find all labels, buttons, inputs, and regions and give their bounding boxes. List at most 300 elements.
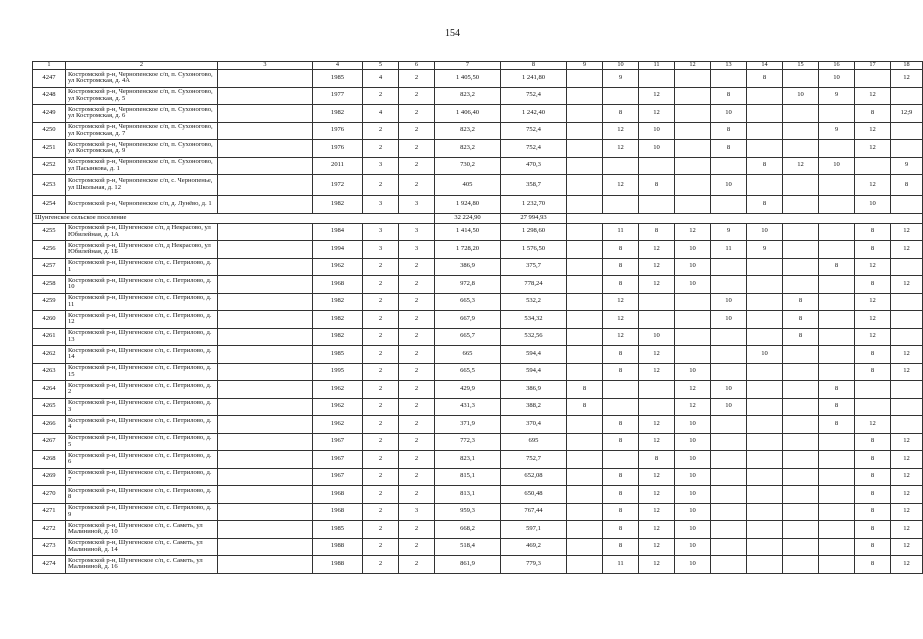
cell-col-5: 2 — [363, 503, 399, 521]
cell-col-12 — [675, 293, 711, 311]
cell-col-9 — [567, 87, 603, 105]
cell-col-5: 2 — [363, 346, 399, 364]
cell-col-12: 10 — [675, 468, 711, 486]
cell-col-13: 11 — [711, 241, 747, 259]
cell-col-5: 2 — [363, 451, 399, 469]
cell-col-12 — [675, 328, 711, 346]
cell-address: Костромской р-н, Шунгенское с/п, с. Петрилово, д. 1 — [66, 258, 218, 276]
cell-record-number: 4272 — [33, 521, 66, 539]
table-row — [33, 363, 923, 381]
cell-col-14: 8 — [747, 157, 783, 175]
cell-col-15 — [783, 363, 819, 381]
cell-address: Костромской р-н, Шунгенское с/п, д Некрасово, ул Юбилейная, д. 1А — [66, 223, 218, 241]
cell-living-area: 1 298,60 — [501, 223, 567, 241]
cell-total-area: 823,1 — [435, 451, 501, 469]
cell-col-15: 10 — [783, 87, 819, 105]
cell-col-5: 2 — [363, 398, 399, 416]
cell-col-3 — [218, 556, 313, 574]
cell-col-10: 8 — [603, 363, 639, 381]
cell-col-6: 2 — [399, 433, 435, 451]
cell-col-16 — [819, 468, 855, 486]
cell-record-number: 4266 — [33, 416, 66, 434]
cell-living-area: 752,4 — [501, 122, 567, 140]
cell-col-6: 2 — [399, 175, 435, 196]
cell-col-16 — [819, 276, 855, 294]
table-row — [33, 538, 923, 556]
cell-col-6: 2 — [399, 381, 435, 399]
cell-col-5: 2 — [363, 538, 399, 556]
cell-living-area: 375,7 — [501, 258, 567, 276]
cell-col-5: 2 — [363, 328, 399, 346]
cell-col-11 — [639, 293, 675, 311]
table-row — [33, 346, 923, 364]
cell-living-area: 532,2 — [501, 293, 567, 311]
cell-col-18: 8 — [891, 175, 923, 196]
settlement-name: Шунгенское сельское поселение — [33, 213, 435, 223]
cell-total-area: 665,5 — [435, 363, 501, 381]
cell-address: Костромской р-н, Шунгенское с/п, с. Саметь, ул Малининой, д. 10 — [66, 521, 218, 539]
cell-col-5: 2 — [363, 140, 399, 158]
cell-col-6: 3 — [399, 503, 435, 521]
cell-year-built: 1968 — [313, 503, 363, 521]
cell-col-17 — [855, 70, 891, 88]
cell-col-15 — [783, 556, 819, 574]
table-row — [33, 122, 923, 140]
cell-col-11 — [639, 70, 675, 88]
cell-col-16: 10 — [819, 70, 855, 88]
cell-total-area: 371,9 — [435, 416, 501, 434]
cell-record-number: 4252 — [33, 157, 66, 175]
cell-total-area: 861,9 — [435, 556, 501, 574]
cell-address: Костромской р-н, Шунгенское с/п, с. Саметь, ул Малининой, д. 14 — [66, 538, 218, 556]
column-number-header — [33, 62, 923, 70]
column-header-5: 5 — [363, 62, 399, 70]
cell-living-area: 532,56 — [501, 328, 567, 346]
cell-col-18: 12 — [891, 241, 923, 259]
table-row — [33, 468, 923, 486]
cell-col-18: 12;9 — [891, 105, 923, 123]
cell-address: Костромской р-н, Шунгенское с/п, с. Петрилово, д. 4 — [66, 416, 218, 434]
cell-col-10: 8 — [603, 521, 639, 539]
settlement-summary-row — [33, 213, 923, 223]
cell-col-17: 8 — [855, 433, 891, 451]
cell-col-18 — [891, 293, 923, 311]
cell-total-area: 815,1 — [435, 468, 501, 486]
cell-total-area: 668,2 — [435, 521, 501, 539]
cell-record-number: 4258 — [33, 276, 66, 294]
cell-col-5: 2 — [363, 486, 399, 504]
cell-col-13 — [711, 468, 747, 486]
cell-col-9 — [567, 276, 603, 294]
cell-col-11: 10 — [639, 122, 675, 140]
cell-col-18: 12 — [891, 276, 923, 294]
cell-col-12 — [675, 346, 711, 364]
cell-col-13: 10 — [711, 311, 747, 329]
cell-col-15 — [783, 468, 819, 486]
cell-living-area: 594,4 — [501, 346, 567, 364]
cell-col-18: 12 — [891, 538, 923, 556]
cell-living-area: 1 232,70 — [501, 196, 567, 214]
cell-year-built: 1976 — [313, 140, 363, 158]
cell-col-10: 8 — [603, 433, 639, 451]
cell-col-10: 8 — [603, 276, 639, 294]
cell-col-17: 12 — [855, 328, 891, 346]
cell-total-area: 959,3 — [435, 503, 501, 521]
table-row — [33, 328, 923, 346]
cell-col-3 — [218, 258, 313, 276]
cell-col-11: 12 — [639, 486, 675, 504]
cell-record-number: 4263 — [33, 363, 66, 381]
cell-col-3 — [218, 293, 313, 311]
cell-col-18 — [891, 311, 923, 329]
cell-col-3 — [218, 328, 313, 346]
cell-address: Костромской р-н, Шунгенское с/п, с. Петрилово, д. 6 — [66, 451, 218, 469]
column-header-10: 10 — [603, 62, 639, 70]
cell-col-10: 12 — [603, 122, 639, 140]
cell-col-3 — [218, 122, 313, 140]
cell-col-16: 9 — [819, 87, 855, 105]
cell-col-3 — [218, 157, 313, 175]
cell-col-18: 12 — [891, 486, 923, 504]
cell-col-10: 11 — [603, 556, 639, 574]
cell-col-10: 12 — [603, 293, 639, 311]
housing-register-table — [32, 61, 923, 574]
cell-address: Костромской р-н, Шунгенское с/п, с. Петрилово, д. 8 — [66, 486, 218, 504]
cell-col-14 — [747, 416, 783, 434]
cell-col-14: 10 — [747, 346, 783, 364]
cell-col-3 — [218, 276, 313, 294]
column-header-14: 14 — [747, 62, 783, 70]
cell-col-16 — [819, 241, 855, 259]
cell-col-16 — [819, 223, 855, 241]
cell-col-13 — [711, 433, 747, 451]
cell-living-area: 767,44 — [501, 503, 567, 521]
cell-col-11: 12 — [639, 468, 675, 486]
cell-col-18: 12 — [891, 556, 923, 574]
cell-col-9 — [567, 433, 603, 451]
cell-record-number: 4269 — [33, 468, 66, 486]
cell-col-14 — [747, 328, 783, 346]
cell-col-14: 8 — [747, 196, 783, 214]
cell-col-14 — [747, 293, 783, 311]
cell-col-16: 8 — [819, 416, 855, 434]
cell-col-16: 8 — [819, 398, 855, 416]
cell-col-9 — [567, 346, 603, 364]
cell-col-6: 2 — [399, 451, 435, 469]
cell-col-17 — [855, 381, 891, 399]
cell-col-18: 12 — [891, 433, 923, 451]
cell-col-14 — [747, 363, 783, 381]
cell-year-built: 1982 — [313, 328, 363, 346]
cell-col-10 — [603, 157, 639, 175]
cell-col-6: 2 — [399, 311, 435, 329]
cell-col-18: 12 — [891, 521, 923, 539]
cell-total-area: 431,3 — [435, 398, 501, 416]
cell-col-17: 8 — [855, 223, 891, 241]
cell-col-16 — [819, 538, 855, 556]
cell-year-built: 1976 — [313, 122, 363, 140]
cell-col-9: 8 — [567, 381, 603, 399]
cell-col-11 — [639, 157, 675, 175]
table-row — [33, 381, 923, 399]
cell-col-13 — [711, 486, 747, 504]
cell-col-15 — [783, 105, 819, 123]
cell-col-18: 12 — [891, 503, 923, 521]
cell-col-11 — [639, 196, 675, 214]
cell-col-16 — [819, 293, 855, 311]
cell-total-area: 772,3 — [435, 433, 501, 451]
cell-col-17: 12 — [855, 258, 891, 276]
table-row — [33, 258, 923, 276]
cell-col-14 — [747, 276, 783, 294]
cell-col-6: 2 — [399, 157, 435, 175]
cell-year-built: 1988 — [313, 556, 363, 574]
cell-col-17: 12 — [855, 122, 891, 140]
cell-col-13: 10 — [711, 175, 747, 196]
cell-address: Костромской р-н, Чернопенское с/п, п. Сухоногово, ул Пасынкова, д. 1 — [66, 157, 218, 175]
cell-col-12: 10 — [675, 276, 711, 294]
cell-col-12 — [675, 157, 711, 175]
cell-year-built: 1977 — [313, 87, 363, 105]
cell-col-12: 10 — [675, 486, 711, 504]
cell-record-number: 4250 — [33, 122, 66, 140]
cell-col-11: 12 — [639, 538, 675, 556]
cell-col-17: 8 — [855, 241, 891, 259]
cell-col-9 — [567, 503, 603, 521]
cell-col-13 — [711, 258, 747, 276]
cell-col-16 — [819, 433, 855, 451]
cell-living-area: 752,7 — [501, 451, 567, 469]
cell-year-built: 1985 — [313, 346, 363, 364]
cell-total-area: 1 414,50 — [435, 223, 501, 241]
cell-col-12: 10 — [675, 503, 711, 521]
cell-address: Костромской р-н, Шунгенское с/п, с. Петрилово, д. 11 — [66, 293, 218, 311]
cell-col-6: 2 — [399, 122, 435, 140]
column-header-6: 6 — [399, 62, 435, 70]
table-row — [33, 140, 923, 158]
cell-col-6: 2 — [399, 398, 435, 416]
table-row — [33, 416, 923, 434]
cell-living-area: 469,2 — [501, 538, 567, 556]
table-row — [33, 451, 923, 469]
cell-col-3 — [218, 468, 313, 486]
cell-col-16 — [819, 311, 855, 329]
cell-col-10 — [603, 196, 639, 214]
cell-col-10 — [603, 398, 639, 416]
cell-total-area: 1 406,40 — [435, 105, 501, 123]
cell-total-area: 823,2 — [435, 122, 501, 140]
cell-col-17: 8 — [855, 556, 891, 574]
cell-year-built: 1988 — [313, 538, 363, 556]
cell-col-6: 2 — [399, 486, 435, 504]
cell-col-15 — [783, 521, 819, 539]
cell-col-11 — [639, 311, 675, 329]
cell-col-5: 2 — [363, 556, 399, 574]
cell-col-14 — [747, 486, 783, 504]
table-row — [33, 87, 923, 105]
cell-col-18: 12 — [891, 223, 923, 241]
cell-total-area: 730,2 — [435, 157, 501, 175]
cell-col-15 — [783, 276, 819, 294]
cell-col-17: 8 — [855, 521, 891, 539]
cell-col-17: 10 — [855, 196, 891, 214]
cell-col-18 — [891, 398, 923, 416]
cell-col-14 — [747, 175, 783, 196]
cell-record-number: 4260 — [33, 311, 66, 329]
cell-col-17: 12 — [855, 293, 891, 311]
cell-col-10: 12 — [603, 311, 639, 329]
cell-year-built: 1982 — [313, 196, 363, 214]
cell-col-6: 2 — [399, 328, 435, 346]
cell-col-6: 2 — [399, 521, 435, 539]
cell-col-12 — [675, 70, 711, 88]
cell-col-11: 8 — [639, 451, 675, 469]
cell-col-10: 8 — [603, 486, 639, 504]
cell-col-12 — [675, 175, 711, 196]
cell-col-10: 8 — [603, 258, 639, 276]
cell-address: Костромской р-н, Шунгенское с/п, с. Саметь, ул Малининой, д. 16 — [66, 556, 218, 574]
cell-col-16 — [819, 363, 855, 381]
cell-col-9 — [567, 538, 603, 556]
cell-col-3 — [218, 451, 313, 469]
cell-col-13 — [711, 416, 747, 434]
cell-col-14 — [747, 105, 783, 123]
table-body — [33, 62, 923, 574]
cell-total-area: 1 728,20 — [435, 241, 501, 259]
cell-record-number: 4262 — [33, 346, 66, 364]
cell-col-3 — [218, 223, 313, 241]
cell-living-area: 1 241,80 — [501, 70, 567, 88]
cell-col-15 — [783, 381, 819, 399]
cell-col-17: 8 — [855, 105, 891, 123]
cell-col-11: 12 — [639, 105, 675, 123]
cell-col-10: 8 — [603, 468, 639, 486]
cell-col-6: 3 — [399, 196, 435, 214]
cell-col-13 — [711, 196, 747, 214]
cell-col-10: 11 — [603, 223, 639, 241]
cell-record-number: 4254 — [33, 196, 66, 214]
cell-col-14 — [747, 398, 783, 416]
cell-col-11: 8 — [639, 223, 675, 241]
cell-col-17: 12 — [855, 311, 891, 329]
cell-col-5: 2 — [363, 87, 399, 105]
cell-col-13: 10 — [711, 381, 747, 399]
cell-col-3 — [218, 105, 313, 123]
cell-col-9 — [567, 556, 603, 574]
cell-living-area: 1 242,40 — [501, 105, 567, 123]
cell-col-17: 8 — [855, 503, 891, 521]
cell-col-9 — [567, 196, 603, 214]
cell-col-17: 12 — [855, 140, 891, 158]
cell-year-built: 1962 — [313, 381, 363, 399]
cell-col-13: 10 — [711, 293, 747, 311]
cell-col-11: 10 — [639, 328, 675, 346]
cell-year-built: 1994 — [313, 241, 363, 259]
cell-col-5: 2 — [363, 521, 399, 539]
cell-year-built: 1982 — [313, 293, 363, 311]
cell-col-9 — [567, 468, 603, 486]
cell-col-18: 12 — [891, 451, 923, 469]
cell-col-14 — [747, 311, 783, 329]
cell-record-number: 4259 — [33, 293, 66, 311]
cell-col-15: 8 — [783, 311, 819, 329]
cell-col-16 — [819, 196, 855, 214]
cell-col-6: 2 — [399, 556, 435, 574]
cell-col-14 — [747, 556, 783, 574]
cell-total-area: 665,7 — [435, 328, 501, 346]
cell-col-16 — [819, 140, 855, 158]
cell-living-area: 388,2 — [501, 398, 567, 416]
table-row — [33, 157, 923, 175]
cell-col-3 — [218, 381, 313, 399]
cell-col-12 — [675, 311, 711, 329]
cell-col-9 — [567, 311, 603, 329]
cell-col-10: 8 — [603, 538, 639, 556]
cell-col-6: 2 — [399, 276, 435, 294]
cell-col-6: 2 — [399, 105, 435, 123]
cell-col-14: 9 — [747, 241, 783, 259]
cell-col-13 — [711, 346, 747, 364]
cell-col-13: 8 — [711, 87, 747, 105]
cell-year-built: 1968 — [313, 276, 363, 294]
cell-address: Костромской р-н, Чернопенское с/п, п. Сухоногово, ул Костромская, д. 6 — [66, 105, 218, 123]
cell-col-17: 8 — [855, 363, 891, 381]
table-row — [33, 241, 923, 259]
column-header-17: 17 — [855, 62, 891, 70]
cell-col-9 — [567, 223, 603, 241]
cell-col-9 — [567, 70, 603, 88]
cell-col-17: 8 — [855, 468, 891, 486]
table-row — [33, 556, 923, 574]
cell-record-number: 4255 — [33, 223, 66, 241]
cell-col-18: 12 — [891, 363, 923, 381]
cell-col-16: 8 — [819, 381, 855, 399]
cell-col-12: 10 — [675, 363, 711, 381]
cell-col-15 — [783, 122, 819, 140]
cell-col-11: 12 — [639, 433, 675, 451]
cell-record-number: 4249 — [33, 105, 66, 123]
column-header-9: 9 — [567, 62, 603, 70]
cell-col-14 — [747, 140, 783, 158]
cell-col-16 — [819, 556, 855, 574]
cell-col-9 — [567, 105, 603, 123]
cell-address: Костромской р-н, Шунгенское с/п, с. Петрилово, д. 2 — [66, 381, 218, 399]
cell-address: Костромской р-н, Чернопенское с/п, п. Сухоногово, ул Костромская, д. 7 — [66, 122, 218, 140]
table-row — [33, 521, 923, 539]
cell-record-number: 4271 — [33, 503, 66, 521]
cell-record-number: 4253 — [33, 175, 66, 196]
cell-living-area: 470,3 — [501, 157, 567, 175]
cell-col-18: 12 — [891, 70, 923, 88]
cell-col-13 — [711, 70, 747, 88]
column-header-4: 4 — [313, 62, 363, 70]
cell-record-number: 4247 — [33, 70, 66, 88]
cell-record-number: 4248 — [33, 87, 66, 105]
cell-address: Костромской р-н, Шунгенское с/п, с. Петрилово, д. 5 — [66, 433, 218, 451]
cell-col-16 — [819, 451, 855, 469]
column-header-12: 12 — [675, 62, 711, 70]
cell-total-area: 429,9 — [435, 381, 501, 399]
cell-col-5: 3 — [363, 196, 399, 214]
column-header-15: 15 — [783, 62, 819, 70]
cell-col-10 — [603, 451, 639, 469]
cell-col-3 — [218, 363, 313, 381]
cell-col-10: 8 — [603, 241, 639, 259]
cell-col-5: 4 — [363, 70, 399, 88]
cell-address: Костромской р-н, Шунгенское с/п, с. Петрилово, д. 12 — [66, 311, 218, 329]
cell-col-9 — [567, 486, 603, 504]
cell-col-10: 12 — [603, 328, 639, 346]
